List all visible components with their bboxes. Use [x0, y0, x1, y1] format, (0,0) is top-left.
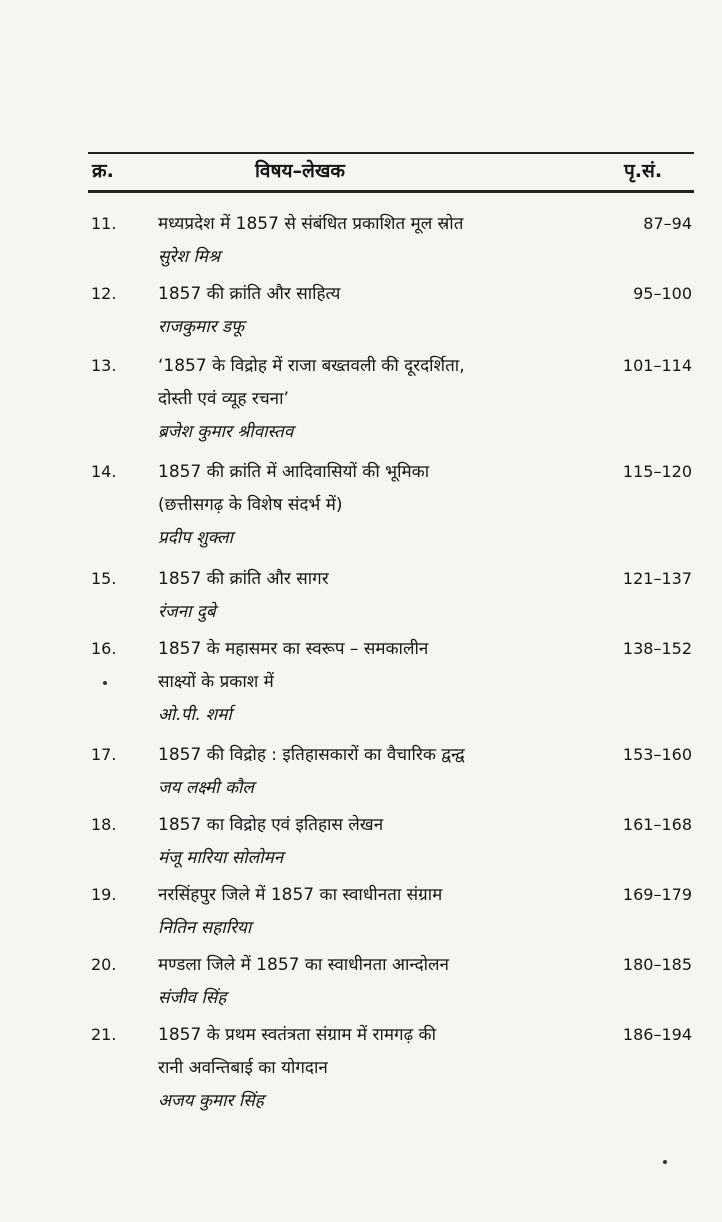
entry-author: प्रदीप शुक्ला [158, 528, 233, 548]
header-number-label: क्र. [92, 160, 114, 182]
entry-author: संजीव सिंह [158, 988, 227, 1008]
entry-title-line: 1857 की विद्रोह : इतिहासकारों का वैचारिक द्वन्द्व [158, 745, 465, 765]
entry-title-line: साक्ष्यों के प्रकाश में [158, 672, 274, 692]
entry-title-block [158, 350, 598, 449]
entry-number: 18. [91, 815, 117, 834]
entry-title-block [158, 809, 598, 875]
entry-number: 13. [91, 356, 117, 375]
entry-author: अजय कुमार सिंह [158, 1091, 264, 1111]
entry-author: ब्रजेश कुमार श्रीवास्तव [158, 422, 294, 442]
entry-title-line: 1857 के महासमर का स्वरूप – समकालीन [158, 639, 429, 659]
entry-title-line: 1857 की क्रांति और साहित्य [158, 284, 341, 304]
contents-header [0, 157, 722, 187]
entry-number: 21. [91, 1025, 117, 1044]
entry-page-range: 115–120 [622, 462, 692, 481]
entry-title-block [158, 879, 598, 945]
entry-title-block [158, 949, 598, 1015]
entry-author: मंजू मारिया सोलोमन [158, 848, 284, 868]
entry-author: नितिन सहारिया [158, 918, 252, 938]
entry-page-range: 169–179 [622, 885, 692, 904]
entry-page-range: 95–100 [633, 284, 692, 303]
entry-page-range: 138–152 [622, 639, 692, 658]
entry-author: जय लक्ष्मी कौल [158, 778, 254, 798]
entry-title-line: मध्यप्रदेश में 1857 से संबंधित प्रकाशित मूल स्रोत [158, 214, 464, 234]
entry-page-range: 186–194 [622, 1025, 692, 1044]
stray-mark [663, 1160, 667, 1164]
entry-author: ओ.पी. शर्मा [158, 705, 232, 725]
header-title-label: विषय–लेखक [255, 160, 346, 182]
entry-number: 15. [91, 569, 117, 588]
entry-number: 16. [91, 639, 117, 658]
header-bottom-rule [88, 190, 694, 193]
entry-page-range: 153–160 [622, 745, 692, 764]
entry-title-block [158, 208, 598, 274]
entry-title-line: मण्डला जिले में 1857 का स्वाधीनता आन्दोलन [158, 955, 449, 975]
entry-title-line: दोस्ती एवं व्यूह रचना’ [158, 389, 289, 409]
entry-author: राजकुमार डफू [158, 317, 245, 337]
entry-page-range: 121–137 [622, 569, 692, 588]
entry-title-line: 1857 की क्रांति में आदिवासियों की भूमिका [158, 462, 430, 482]
entry-title-block [158, 739, 598, 805]
entry-page-range: 87–94 [643, 214, 692, 233]
entry-title-line: 1857 के प्रथम स्वतंत्रता संग्राम में रामगढ़ की [158, 1025, 437, 1045]
entry-number: 19. [91, 885, 117, 904]
entry-page-range: 101–114 [622, 356, 692, 375]
entry-author: सुरेश मिश्र [158, 247, 221, 267]
entry-page-range: 180–185 [622, 955, 692, 974]
stray-mark [103, 681, 107, 685]
entry-title-block [158, 456, 598, 555]
entry-number: 11. [91, 214, 117, 233]
entry-page-range: 161–168 [622, 815, 692, 834]
entry-title-line: ‘1857 के विद्रोह में राजा बख्तवली की दूरदर्शिता, [158, 356, 465, 376]
entry-title-line: (छत्तीसगढ़ के विशेष संदर्भ में) [158, 495, 343, 515]
header-top-rule [88, 152, 694, 154]
entry-author: रंजना दुबे [158, 602, 216, 622]
entry-title-line: 1857 का विद्रोह एवं इतिहास लेखन [158, 815, 384, 835]
entry-title-block [158, 633, 598, 732]
entry-title-line: नरसिंहपुर जिले में 1857 का स्वाधीनता संग्राम [158, 885, 443, 905]
entry-number: 20. [91, 955, 117, 974]
entry-number: 12. [91, 284, 117, 303]
entry-title-block [158, 563, 598, 629]
entry-number: 17. [91, 745, 117, 764]
entry-title-line: 1857 की क्रांति और सागर [158, 569, 329, 589]
entry-number: 14. [91, 462, 117, 481]
entry-title-line: रानी अवन्तिबाई का योगदान [158, 1058, 328, 1078]
header-page-label: पृ.सं. [624, 160, 663, 182]
entry-title-block [158, 278, 598, 344]
entry-title-block [158, 1019, 598, 1118]
